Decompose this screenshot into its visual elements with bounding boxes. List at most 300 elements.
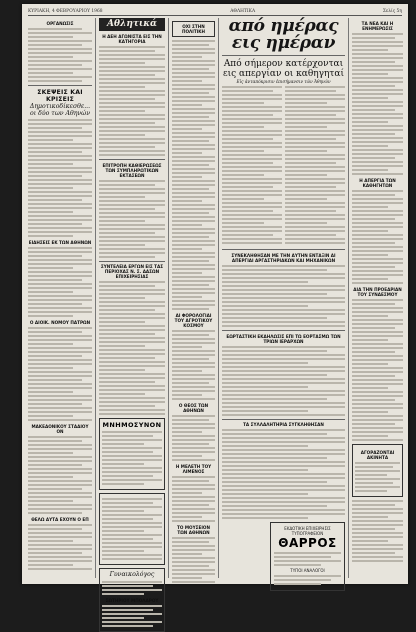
text-line: [172, 180, 215, 182]
text-line: [28, 472, 92, 474]
text-line: [99, 405, 155, 407]
text-line: [222, 358, 345, 360]
text-line: [352, 403, 403, 405]
text-line: [222, 473, 345, 475]
column-box: [172, 21, 215, 37]
text-line: [28, 351, 92, 353]
text-line: [28, 363, 92, 365]
text-line: [172, 212, 209, 214]
text-line: [352, 544, 403, 546]
text-line: [222, 378, 345, 380]
text-line: [222, 178, 282, 180]
text-line: [172, 398, 215, 400]
text-line: [28, 127, 82, 129]
text-line: [28, 40, 92, 42]
text-line: [222, 394, 345, 396]
text-line: [285, 98, 345, 100]
text-line: [28, 548, 92, 550]
text-line: [352, 520, 403, 522]
article-headline: ΕΠΙΤΡΟΠΗ ΚΑΘΙΕΡΩΣΕΩΣ ΤΩΝ ΣΥΜΠΛΗΡΩΤΙΚΩΝ ΕΚΤΑΣΕΩΝ: [102, 162, 162, 178]
text-line: [28, 556, 92, 558]
text-line: [99, 252, 165, 254]
text-line: [172, 370, 202, 372]
text-line: [99, 184, 155, 186]
text-line: [99, 154, 165, 156]
text-line: [99, 46, 165, 48]
header-date: ΚΥΡΙΑΚΗ, 4 ΦΕΒΡΟΥΑΡΙΟΥ 1968: [28, 8, 103, 14]
text-line: [172, 439, 215, 441]
text-line: [352, 327, 395, 329]
text-line: [222, 190, 282, 192]
text-line: [172, 216, 215, 218]
text-line: [28, 387, 92, 389]
text-line: [352, 355, 403, 357]
text-line: [352, 323, 403, 325]
ad-line: ΕΚΔΟΤΙΚΗ ΕΠΙΧΕΙΡΗΣΙΣ: [284, 526, 331, 532]
text-line: [172, 156, 215, 158]
text-line: [222, 106, 282, 108]
text-line: [352, 194, 395, 196]
text-line: [172, 72, 215, 74]
text-line: [102, 431, 162, 433]
text-line: [352, 222, 403, 224]
text-line: [102, 510, 144, 512]
text-line: [352, 93, 403, 95]
text-line: [172, 128, 202, 130]
text-line: [222, 186, 273, 188]
text-line: [352, 435, 388, 437]
text-line: [222, 429, 345, 431]
text-line: [99, 196, 145, 198]
ad-line: ΤΥΠΟΙ ΑΝΑΛΟΓΟΙ: [290, 568, 325, 574]
text-line: [352, 169, 388, 171]
text-line: [352, 149, 403, 151]
text-line: [172, 196, 215, 198]
text-line: [28, 251, 92, 253]
text-line: [99, 409, 165, 411]
text-line: [222, 218, 282, 220]
text-line: [172, 427, 215, 429]
text-line: [99, 345, 145, 347]
text-line: [102, 443, 144, 445]
text-line: [28, 143, 92, 145]
text-line: [99, 224, 165, 226]
text-line: [102, 522, 162, 524]
text-line: [99, 228, 165, 230]
text-line: [352, 81, 403, 83]
text-line: [285, 226, 345, 228]
text-line: [285, 170, 345, 172]
text-line: [172, 354, 215, 356]
text-line: [99, 281, 165, 283]
text-line: [28, 60, 92, 62]
text-line: [102, 518, 153, 520]
text-line: [222, 138, 273, 140]
text-line: [102, 530, 144, 532]
text-line: [99, 94, 165, 96]
text-line: [28, 255, 82, 257]
text-line: [28, 219, 92, 221]
text-line: [274, 560, 341, 562]
text-line: [28, 187, 73, 189]
text-line: [222, 305, 308, 307]
article-headline: ΤΑ ΣΥΛΛΑΛΗΤΗΡΙΑ ΣΥΓΚΛΗΘΗΣΑΝ: [243, 422, 324, 428]
text-line: [352, 109, 395, 111]
column-3: [172, 18, 215, 578]
text-line: [28, 331, 82, 333]
text-line: [99, 381, 155, 383]
article-headline: ΣΥΝΤΕΛΕΙΑ ΕΡΓΩΝ ΕΙΣ ΤΑΣ ΠΕΡΙΟΧΑΣ Ν. Σ. ΔΑΣΩΝ ΕΠΙΧΕΙΡΗΣΙΑΣ: [100, 264, 164, 280]
text-line: [352, 274, 403, 276]
text-line: [285, 86, 345, 88]
text-line: [172, 228, 215, 230]
text-line: [99, 244, 145, 246]
text-line: [285, 194, 345, 196]
text-line: [274, 583, 321, 585]
text-line: [222, 461, 345, 463]
text-line: [285, 126, 327, 128]
text-line: [285, 198, 327, 200]
text-line: [352, 303, 395, 305]
text-line: [28, 171, 92, 173]
text-line: [222, 242, 282, 244]
text-line: [222, 222, 264, 224]
text-line: [28, 299, 92, 301]
text-line: [172, 443, 209, 445]
text-line: [172, 264, 215, 266]
text-line: [222, 206, 282, 208]
text-line: [99, 333, 155, 335]
text-line: [352, 101, 403, 103]
text-line: [102, 625, 153, 627]
text-line: [352, 141, 403, 143]
text-line: [99, 297, 145, 299]
text-line: [222, 505, 327, 507]
text-line: [352, 89, 403, 91]
text-line: [274, 556, 331, 558]
text-line: [172, 176, 202, 178]
text-line: [99, 353, 165, 355]
article-headline: ΔΙΑ ΤΗΝ ΠΡΟΕΔΡΙΑΝ ΤΟΥ ΣΥΝΔΕΣΜΟΥ: [353, 287, 402, 298]
text-line: [99, 285, 155, 287]
text-line: [102, 585, 153, 587]
text-line: [99, 110, 145, 112]
text-line: [352, 532, 403, 534]
text-line: [99, 62, 145, 64]
text-line: [352, 266, 395, 268]
text-line: [172, 553, 202, 555]
text-line: [172, 204, 215, 206]
text-line: [99, 122, 155, 124]
text-line: [352, 343, 403, 345]
text-line: [352, 363, 388, 365]
text-line: [352, 319, 403, 321]
text-line: [352, 299, 403, 301]
text-line: [352, 133, 395, 135]
text-line: [172, 565, 209, 567]
text-line: [285, 154, 345, 156]
text-line: [28, 564, 73, 566]
text-line: [28, 335, 92, 337]
column-label: ΟΡΓΑΝΩΣΙΣ: [46, 21, 74, 26]
text-line: [172, 480, 209, 482]
text-line: [28, 155, 92, 157]
text-line: [99, 216, 165, 218]
text-line: [172, 248, 202, 250]
text-line: [172, 144, 215, 146]
text-line: [28, 460, 92, 462]
text-line: [222, 150, 264, 152]
text-line: [99, 413, 165, 415]
text-line: [102, 455, 162, 457]
text-line: [172, 455, 202, 457]
text-line: [222, 146, 282, 148]
text-line: [99, 220, 145, 222]
text-line: [172, 232, 215, 234]
text-line: [172, 358, 209, 360]
text-line: [172, 60, 215, 62]
text-line: [222, 477, 345, 479]
text-line: [285, 102, 327, 104]
text-line: [172, 152, 202, 154]
text-line: [222, 214, 282, 216]
text-line: [352, 508, 403, 510]
text-line: [222, 166, 282, 168]
column-rule: [218, 18, 219, 578]
text-line: [99, 134, 145, 136]
text-line: [172, 116, 209, 118]
text-line: [102, 475, 153, 477]
text-line: [355, 486, 400, 488]
text-line: [285, 162, 336, 164]
text-line: [172, 366, 215, 368]
text-line: [172, 280, 215, 282]
divider: [99, 261, 165, 262]
text-line: [102, 593, 144, 595]
text-line: [172, 64, 215, 66]
text-line: [102, 439, 162, 441]
newspaper-page: [22, 4, 408, 603]
text-line: [28, 247, 92, 249]
text-line: [352, 206, 388, 208]
text-line: [99, 50, 155, 52]
text-line: [172, 484, 215, 486]
text-line: [28, 179, 92, 181]
text-line: [28, 295, 92, 297]
text-line: [99, 401, 165, 403]
text-line: [352, 113, 403, 115]
text-line: [222, 309, 345, 311]
text-line: [28, 379, 82, 381]
text-line: [352, 500, 403, 502]
text-line: [172, 541, 209, 543]
text-line: [352, 69, 403, 71]
text-line: [222, 170, 282, 172]
text-line: [222, 493, 308, 495]
text-line: [172, 304, 215, 306]
text-line: [28, 448, 92, 450]
text-line: [172, 220, 215, 222]
text-line: [28, 44, 82, 46]
text-line: [222, 485, 345, 487]
text-line: [28, 195, 92, 197]
text-line: [352, 387, 388, 389]
text-line: [285, 94, 345, 96]
text-line: [285, 106, 345, 108]
text-line: [28, 48, 92, 50]
text-line: [99, 389, 165, 391]
text-line: [102, 550, 144, 552]
text-line: [102, 483, 144, 485]
text-line: [102, 617, 144, 619]
text-line: [222, 277, 345, 279]
text-line: [352, 367, 403, 369]
text-line: [352, 161, 403, 163]
text-line: [352, 540, 388, 542]
text-line: [352, 45, 403, 47]
text-line: [99, 138, 165, 140]
text-line: [102, 435, 153, 437]
text-line: [172, 378, 215, 380]
text-line: [352, 65, 403, 67]
text-line: [172, 268, 215, 270]
text-line: [99, 337, 165, 339]
text-line: [172, 148, 215, 150]
text-line: [222, 94, 282, 96]
text-line: [28, 167, 92, 169]
text-line: [28, 415, 73, 417]
text-line: [172, 192, 215, 194]
text-line: [352, 214, 403, 216]
text-line: [172, 76, 215, 78]
text-line: [222, 433, 327, 435]
text-line: [352, 395, 403, 397]
text-line: [222, 289, 345, 291]
page-header: [28, 7, 402, 16]
text-line: [28, 28, 82, 30]
text-line: [222, 226, 282, 228]
text-line: [222, 481, 327, 483]
text-line: [355, 462, 400, 464]
text-line: [28, 436, 92, 438]
text-line: [352, 351, 395, 353]
text-line: [285, 158, 345, 160]
text-line: [222, 313, 345, 315]
text-line: [172, 288, 215, 290]
text-line: [222, 386, 308, 388]
printer-advertisement: [270, 522, 345, 591]
text-line: [172, 44, 209, 46]
text-line: [352, 391, 403, 393]
text-line: [172, 476, 215, 478]
text-line: [222, 390, 345, 392]
text-line: [28, 315, 73, 317]
text-line: [172, 168, 215, 170]
column-5: [352, 18, 403, 578]
text-line: [99, 313, 165, 315]
text-line: [352, 560, 403, 562]
text-line: [172, 84, 215, 86]
text-line: [99, 240, 165, 242]
text-line: [99, 192, 165, 194]
text-line: [172, 496, 215, 498]
text-line: [172, 549, 215, 551]
text-line: [172, 224, 202, 226]
text-line: [99, 393, 145, 395]
text-line: [28, 468, 92, 470]
divider: [222, 419, 345, 420]
text-line: [172, 172, 215, 174]
text-line: [352, 226, 403, 228]
text-line: [355, 474, 387, 476]
text-line: [28, 419, 92, 421]
text-line: [28, 191, 92, 193]
notice-title: ΑΓΟΡΑΖΟΝΤΑΙ ΑΚΙΝΗΤΑ: [360, 450, 395, 461]
text-line: [352, 379, 403, 381]
text-line: [222, 354, 345, 356]
article-headline: ΤΑ ΝΕΑ ΚΑΙ Η ΕΝΗΜΕΡΩΣΙΣ: [361, 21, 394, 32]
text-line: [352, 105, 403, 107]
text-line: [222, 398, 327, 400]
text-line: [28, 399, 92, 401]
text-line: [172, 577, 202, 579]
text-line: [102, 526, 162, 528]
text-line: [99, 256, 155, 258]
text-line: [28, 496, 92, 498]
text-line: [172, 451, 215, 453]
text-line: [28, 407, 92, 409]
text-line: [172, 80, 202, 82]
text-line: [172, 447, 215, 449]
text-line: [222, 517, 308, 519]
article-headline: Η ΜΕΛΕΤΗ ΤΟΥ ΛΙΜΕΝΟΣ: [175, 464, 212, 475]
text-line: [285, 178, 345, 180]
text-line: [99, 114, 165, 116]
doctor-advertisement: [99, 568, 165, 631]
text-line: [172, 208, 215, 210]
text-line: [172, 334, 209, 336]
text-line: [99, 305, 165, 307]
text-line: [28, 375, 92, 377]
real-estate-notice: [352, 444, 403, 497]
text-line: [28, 52, 92, 54]
text-line: [28, 476, 73, 478]
text-line: [172, 394, 202, 396]
text-line: [28, 359, 92, 361]
text-line: [222, 469, 308, 471]
text-line: [352, 202, 403, 204]
text-line: [172, 504, 209, 506]
text-line: [222, 202, 282, 204]
text-line: [99, 349, 165, 351]
text-line: [28, 339, 92, 341]
text-line: [102, 459, 162, 461]
text-line: [102, 467, 162, 469]
text-line: [352, 246, 403, 248]
text-line: [99, 369, 145, 371]
text-line: [28, 32, 92, 34]
text-line: [285, 206, 345, 208]
text-line: [352, 165, 403, 167]
text-line: [285, 214, 345, 216]
text-line: [99, 142, 165, 144]
text-line: [172, 252, 215, 254]
text-line: [222, 445, 308, 447]
text-line: [352, 73, 388, 75]
doctor-name: ΣΩΤΗΡΙΟΥ ΜΠΟΛΑΡΟΥ: [105, 597, 159, 603]
text-line: [172, 500, 215, 502]
text-line: [172, 545, 215, 547]
